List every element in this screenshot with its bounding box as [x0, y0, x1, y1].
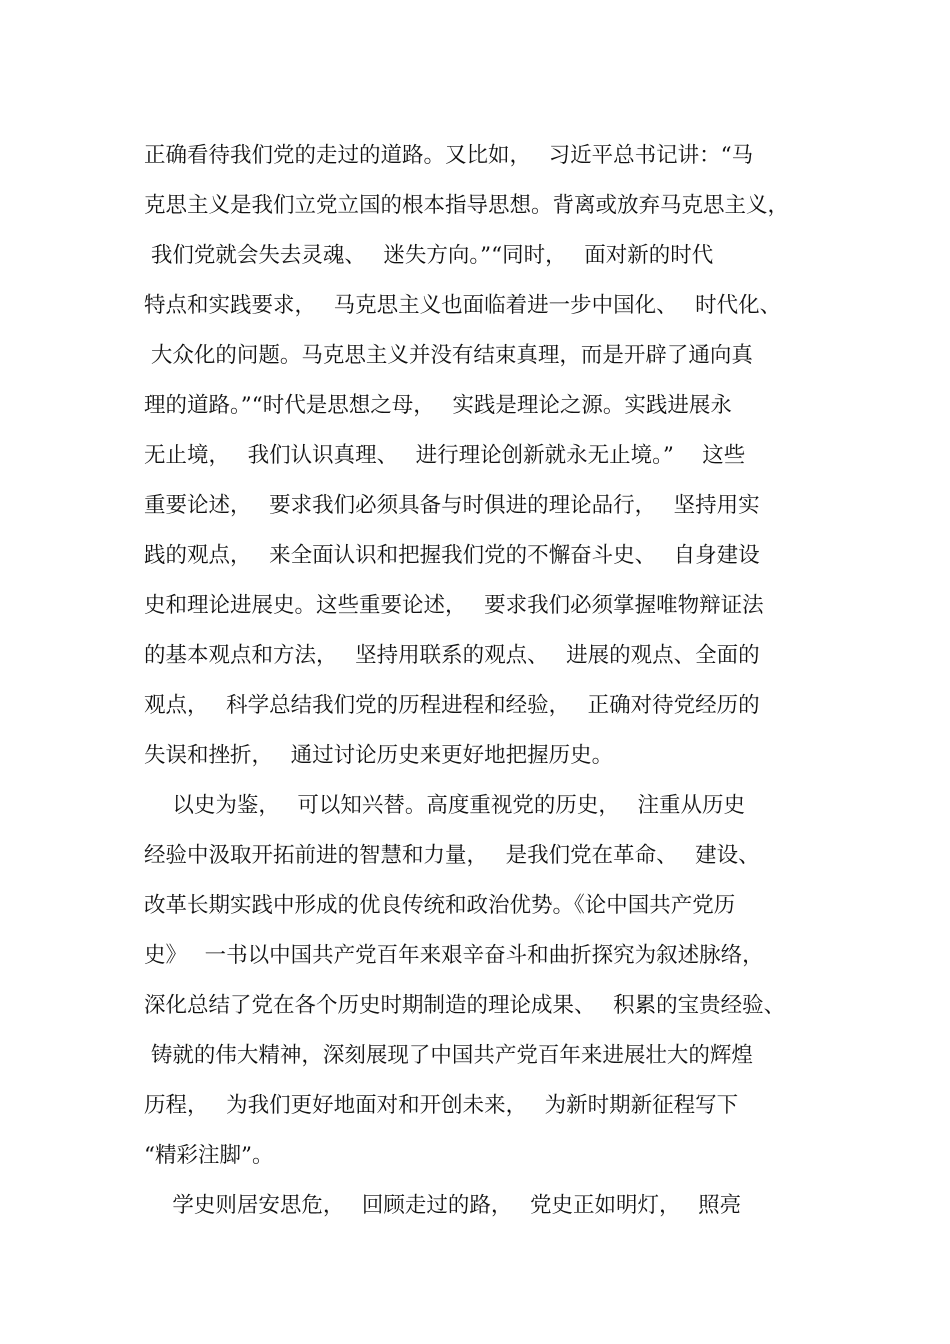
text-line: 历程， 为我们更好地面对和开创未来， 为新时期新征程写下: [144, 1093, 739, 1118]
text-line: 深化总结了党在各个历史时期制造的理论成果、 积累的宝贵经验、: [144, 993, 786, 1018]
text-line: 重要论述， 要求我们必须具备与时俱进的理论品行， 坚持用实: [144, 493, 760, 518]
text-line: 改革长期实践中形成的优良传统和政治优势。《论中国共产党历: [144, 893, 736, 918]
text-line: 学史则居安思危， 回顾走过的路， 党史正如明灯， 照亮: [144, 1193, 742, 1218]
text-line: 正确看待我们党的走过的道路。又比如， 习近平总书记讲：“马: [144, 143, 754, 168]
text-line: 失误和挫折， 通过讨论历史来更好地把握历史。: [144, 743, 614, 768]
body-text: [144, 131, 834, 1231]
text-line: 史》 一书以中国共产党百年来艰辛奋斗和曲折探究为叙述脉络，: [144, 943, 764, 968]
text-line: 史和理论进展史。这些重要论述， 要求我们必须掌握唯物辩证法: [144, 593, 764, 618]
text-line: 践的观点， 来全面认识和把握我们党的不懈奋斗史、 自身建设: [144, 543, 760, 568]
text-line: 我们党就会失去灵魂、 迷失方向。”“同时， 面对新的时代: [144, 243, 714, 268]
text-line: 铸就的伟大精神，深刻展现了中国共产党百年来进展壮大的辉煌: [144, 1043, 753, 1068]
text-line: 特点和实践要求， 马克思主义也面临着进一步中国化、 时代化、: [144, 293, 782, 318]
text-line: 大众化的问题。马克思主义并没有结束真理，而是开辟了通向真: [144, 343, 753, 368]
text-line: 以史为鉴， 可以知兴替。高度重视党的历史， 注重从历史: [144, 793, 746, 818]
text-line: 的基本观点和方法， 坚持用联系的观点、 进展的观点、全面的: [144, 643, 760, 668]
text-line: 克思主义是我们立党立国的根本指导思想。背离或放弃马克思主义，: [144, 193, 790, 218]
text-line: 观点， 科学总结我们党的历程进程和经验， 正确对待党经历的: [144, 693, 760, 718]
text-line: “精彩注脚”。: [144, 1143, 274, 1168]
text-line: 经验中汲取开拓前进的智慧和力量， 是我们党在革命、 建设、: [144, 843, 760, 868]
text-line: 理的道路。”“时代是思想之母， 实践是理论之源。实践进展永: [144, 393, 732, 418]
text-line: 无止境， 我们认识真理、 进行理论创新就永无止境。” 这些: [144, 443, 746, 468]
